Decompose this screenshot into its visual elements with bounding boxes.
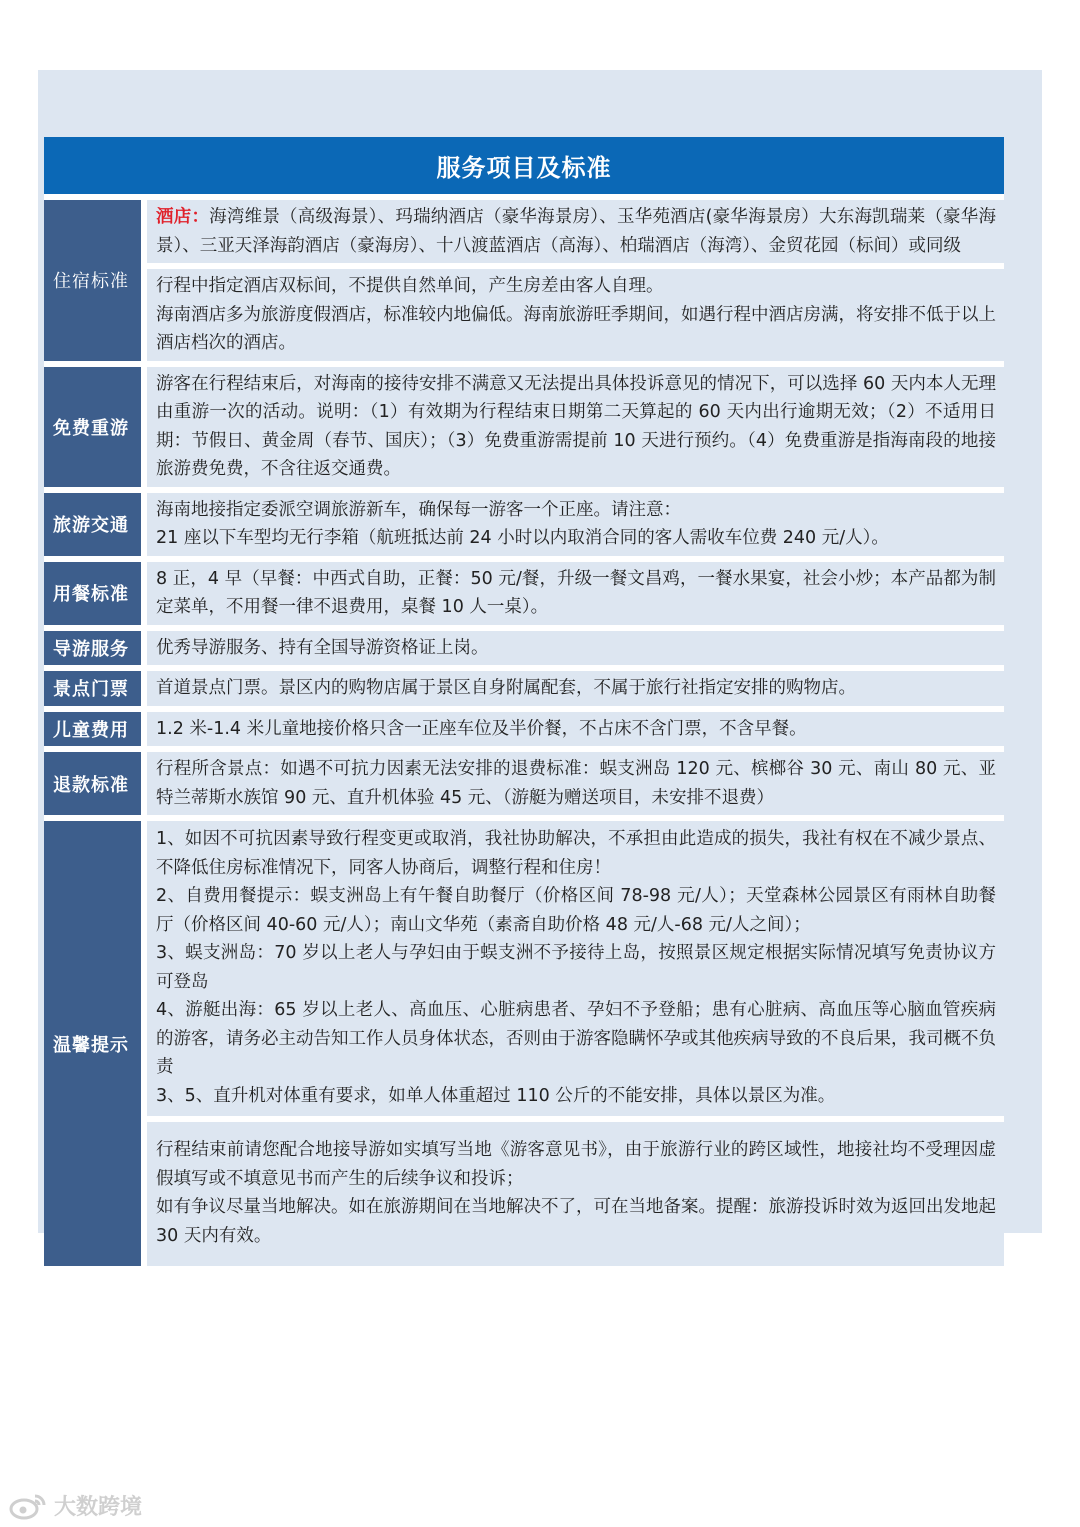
tip-item: 3、蜈支洲岛：70 岁以上老人与孕妇由于蜈支洲不予接待上岛，按照景区规定根据实际情况填写免责协议方可登岛 (156, 943, 996, 992)
weibo-logo-icon (8, 1492, 48, 1520)
row-refund (44, 752, 1004, 815)
service-table (44, 137, 1004, 1266)
tip-item: 4、游艇出海：65 岁以上老人、高血压、心脏病患者、孕妇不予登船；患有心脏病、高血压等心脑血管疾病的游客，请务必主动告知工作人员身体状态，否则由于游客隐瞒怀孕或其他疾病导致的不良后果，我司概不负责 (156, 1000, 996, 1077)
cell-children: 1.2 米-1.4 米儿童地接价格只含一正座车位及半价餐，不占床不含门票，不含早餐。 (147, 712, 1004, 747)
row-children (44, 712, 1004, 747)
label-lodging: 住宿标准 (44, 200, 141, 361)
label-tips: 温馨提示 (44, 821, 141, 1266)
cell-refund: 行程所含景点：如遇不可抗力因素无法安排的退费标准：蜈支洲岛 120 元、槟榔谷 30 元、南山 80 元、亚特兰蒂斯水族馆 90 元、直升机体验 45 元、（游艇为赠送项目，未安排不退费） (147, 752, 1004, 815)
cells-guide (147, 631, 1004, 666)
cell-meals: 8 正，4 早（早餐：中西式自助，正餐：50 元/餐，升级一餐文昌鸡，一餐水果宴，社会小炒；本产品都为制定菜单，不用餐一律不退费用，桌餐 10 人一桌）。 (147, 562, 1004, 625)
label-meals: 用餐标准 (44, 562, 141, 625)
transport-line-1: 海南地接指定委派空调旅游新车，确保每一游客一个正座。请注意： (156, 499, 681, 520)
label-transport: 旅游交通 (44, 493, 141, 556)
row-tips (44, 821, 1004, 1266)
cell-lodging-notes (147, 269, 1004, 361)
cell-tips-notes (147, 1122, 1004, 1266)
cells-tickets (147, 671, 1004, 706)
label-refund: 退款标准 (44, 752, 141, 815)
tip-item: 2、自费用餐提示：蜈支洲岛上有午餐自助餐厅（价格区间 78-98 元/人）；天堂森林公园景区有雨林自助餐厅（价格区间 40-60 元/人）；南山文华苑（素斋自助价格 48 元/人-68 元/人之间）； (156, 886, 996, 935)
lodging-note-2: 海南酒店多为旅游度假酒店，标准较内地偏低。海南旅游旺季期间，如遇行程中酒店房满，将安排不低于以上酒店档次的酒店。 (156, 304, 996, 353)
cells-children (147, 712, 1004, 747)
cells-tips (147, 821, 1004, 1266)
tips-note-1: 行程结束前请您配合地接导游如实填写当地《游客意见书》，由于旅游行业的跨区域性，地接社均不受理因虚假填写或不填意见书而产生的后续争议和投诉； (156, 1140, 996, 1189)
label-free-retour: 免费重游 (44, 367, 141, 487)
label-guide: 导游服务 (44, 631, 141, 666)
cells-free-retour (147, 367, 1004, 487)
cell-transport (147, 493, 1004, 556)
row-guide (44, 631, 1004, 666)
lodging-note-1: 行程中指定酒店双标间，不提供自然单间，产生房差由客人自理。 (156, 276, 664, 296)
hotel-list: 海湾维景（高级海景）、玛瑞纳酒店（豪华海景房）、玉华苑酒店(豪华海景房）大东海凯瑞莱（豪华海景）、三亚天泽海韵酒店（豪海房）、十八渡蓝酒店（高海）、柏瑞酒店（海湾）、金贸花园（标间）或同级 (156, 207, 997, 256)
row-meals (44, 562, 1004, 625)
table-title: 服务项目及标准 (44, 137, 1004, 194)
label-tickets: 景点门票 (44, 671, 141, 706)
transport-line-2: 21 座以下车型均无行李箱（航班抵达前 24 小时以内取消合同的客人需收车位费 240 元/人）。 (156, 528, 889, 548)
cell-tips-list (147, 821, 1004, 1116)
watermark (8, 1490, 142, 1521)
cell-free-retour: 游客在行程结束后，对海南的接待安排不满意又无法提出具体投诉意见的情况下，可以选择 60 天内本人无理由重游一次的活动。说明：（1）有效期为行程结束日期第二天算起的 60 天内出行逾期无效；（2）不适用日期：节假日、黄金周（春节、国庆）；（3）免费重游需提前 10 天进行预约。（4）免费重游是指海南段的地接旅游费免费，不含往返交通费。 (147, 367, 1004, 487)
label-children: 儿童费用 (44, 712, 141, 747)
watermark-text: 大数跨境 (54, 1495, 143, 1520)
cell-tickets: 首道景点门票。景区内的购物店属于景区自身附属配套，不属于旅行社指定安排的购物店。 (147, 671, 1004, 706)
cells-transport (147, 493, 1004, 556)
tip-item: 1、如因不可抗因素导致行程变更或取消，我社协助解决，不承担由此造成的损失，我社有权在不减少景点、不降低住房标准情况下，同客人协商后，调整行程和住房！ (156, 829, 996, 878)
row-free-retour (44, 367, 1004, 487)
cells-refund (147, 752, 1004, 815)
row-lodging (44, 200, 1004, 361)
row-transport (44, 493, 1004, 556)
cell-hotels (147, 200, 1004, 263)
cells-meals (147, 562, 1004, 625)
hotel-prefix: 酒店： (156, 207, 210, 227)
row-tickets (44, 671, 1004, 706)
tips-note-2: 如有争议尽量当地解决。如在旅游期间在当地解决不了，可在当地备案。提醒：旅游投诉时效为返回出发地起 30 天内有效。 (156, 1197, 996, 1246)
cells-lodging (147, 200, 1004, 361)
tip-item: 3、5、直升机对体重有要求，如单人体重超过 110 公斤的不能安排，具体以景区为准。 (156, 1085, 836, 1106)
cell-guide: 优秀导游服务、持有全国导游资格证上岗。 (147, 631, 1004, 666)
